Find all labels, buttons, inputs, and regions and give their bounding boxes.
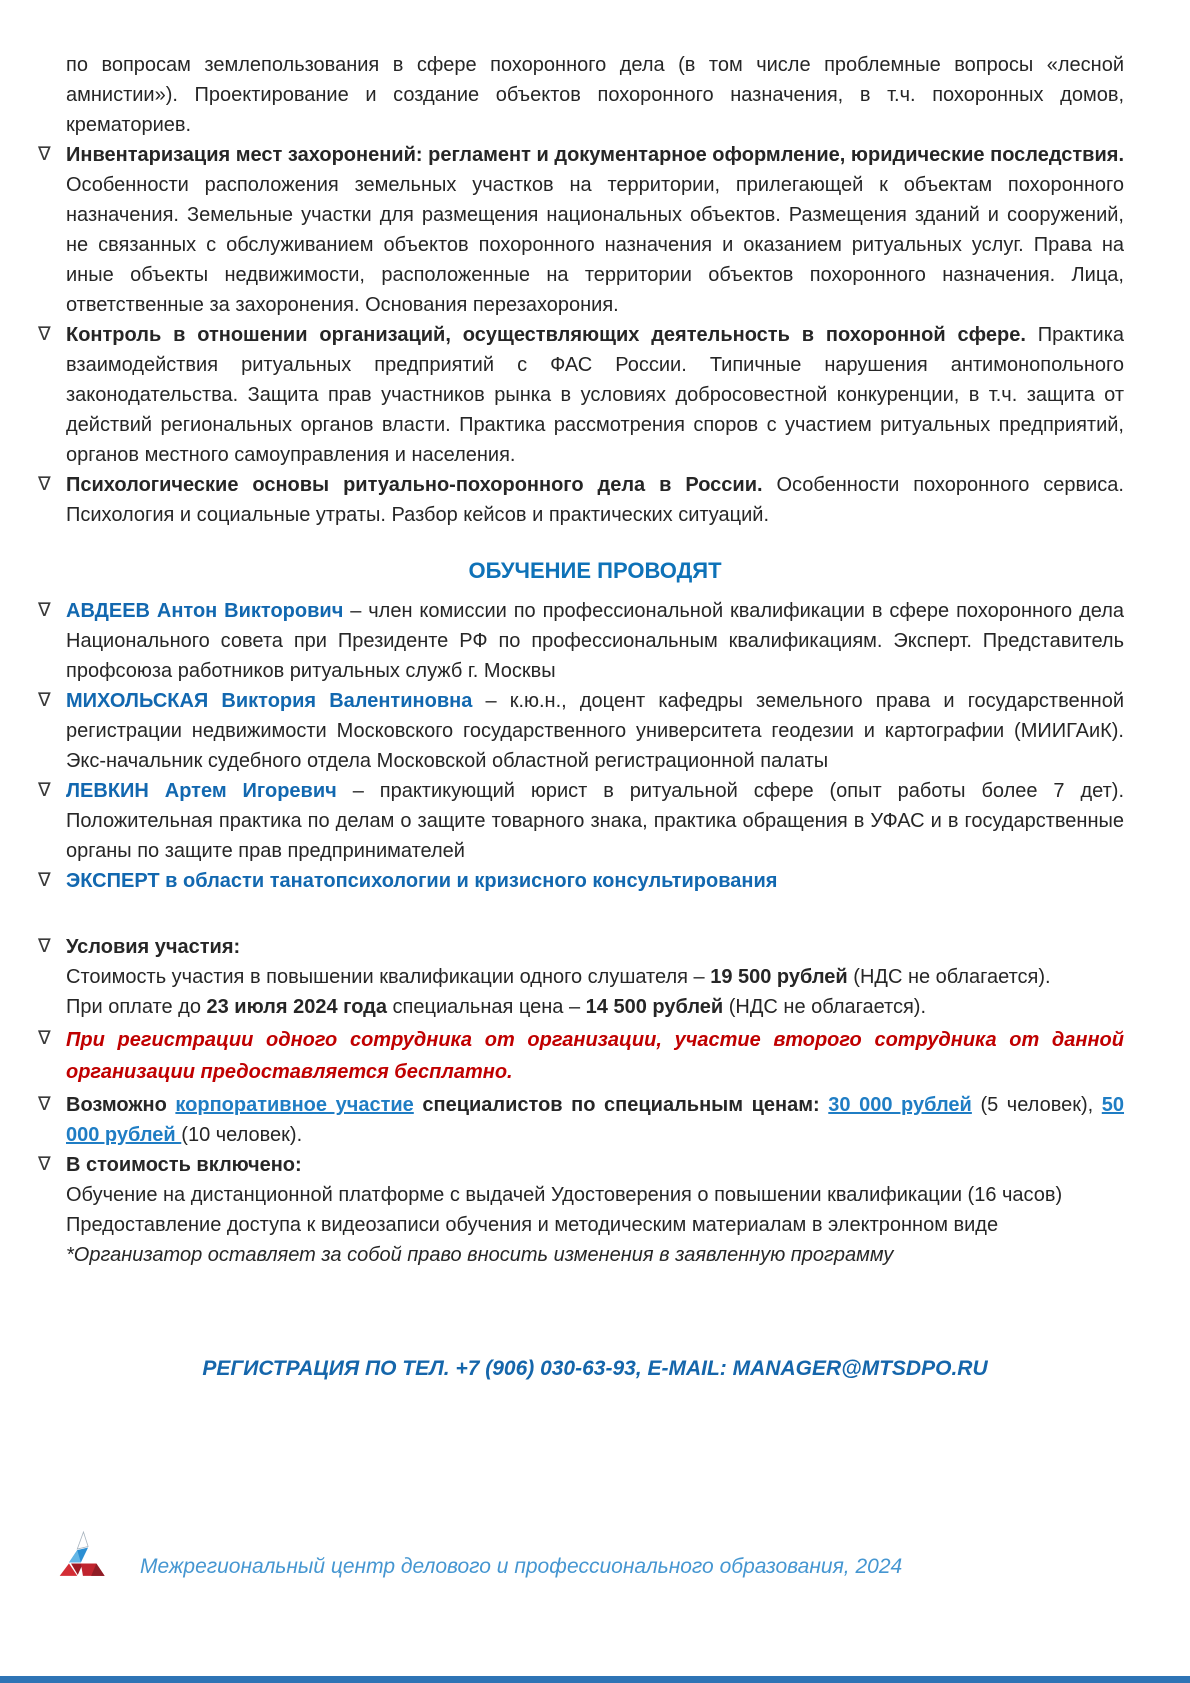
nabla-bullet-icon: ∇ — [38, 1028, 51, 1049]
nabla-bullet-icon: ∇ — [38, 474, 51, 495]
corporate-text: специалистов по специальным ценам: — [413, 1094, 829, 1116]
price-text: специальная цена – — [387, 996, 586, 1018]
conditions-title: Условия участия: — [66, 936, 241, 958]
price-vat-note: (НДС не облагается). — [847, 966, 1051, 988]
corporate-line — [66, 1090, 1124, 1150]
trainer-bio: – практикующий юрист в ритуальной сфере (опыт работы более 7 дет). Положительная практика по делам о защите товарного знака, практика обращения в УФАС и в государственные органы по защите прав предпринимателей — [66, 780, 1124, 862]
organizer-note: *Организатор оставляет за собой право вносить изменения в заявленную программу — [66, 1244, 894, 1266]
price-value: 14 500 рублей — [585, 996, 724, 1018]
promo-section — [38, 1024, 1124, 1088]
nabla-bullet-icon: ∇ — [38, 936, 51, 957]
nabla-bullet-icon: ∇ — [38, 1154, 51, 1175]
trainers-heading: ОБУЧЕНИЕ ПРОВОДЯТ — [468, 558, 722, 583]
conditions-section — [38, 932, 1124, 1022]
trainer-name: ЭКСПЕРТ в области танатопсихологии и кризисного консультирования — [66, 870, 778, 892]
program-item-body: Особенности расположения земельных участков на территории, прилегающей к объектам похоронного назначения. Земельные участки для размещения национальных объектов. Размещения зданий и сооружений, не связанных с обслуживанием объектов похоронного назначения и оказанием ритуальных услуг. Права на иные объекты недвижимости, расположенные на территории объектов похоронного назначения. Лица, ответственные за захоронения. Основания перезахорония. — [66, 174, 1124, 316]
program-item-text-block — [66, 140, 1124, 320]
trainer-bio: – к.ю.н., доцент кафедры земельного права и государственной регистрации недвижимости Московского государственного университета геодезии и картографии (МИИГАиК). Экс-начальник судебного отдела Московской областной регистрационной палаты — [66, 690, 1125, 772]
price-line-standard — [66, 962, 1124, 992]
nabla-bullet-icon: ∇ — [38, 144, 51, 165]
early-date: 23 июля 2024 года — [206, 996, 387, 1018]
price-vat-note: (НДС не облагается). — [723, 996, 927, 1018]
included-title: В стоимость включено: — [66, 1154, 302, 1176]
program-item-title: Контроль в отношении организаций, осуществляющих деятельность в похоронной сфере. — [66, 324, 1026, 346]
included-title-line — [66, 1150, 1124, 1180]
nabla-bullet-icon: ∇ — [38, 324, 51, 345]
promo-red-text: При регистрации одного сотрудника от организации, участие второго сотрудника от данной организации предоставляется бесплатно. — [66, 1029, 1124, 1083]
bottom-accent-bar — [0, 1676, 1190, 1683]
program-item-body: Практика взаимодействия ритуальных предприятий с ФАС России. Типичные нарушения антимонопольного законодательства. Защита прав участников рынка в условиях добросовестной конкуренции, в т.ч. защита от действий региональных органов власти. Практика рассмотрения споров с участием ритуальных предприятий, органов местного самоуправления и населения. — [66, 324, 1125, 466]
mtsdpo-logo — [54, 1522, 116, 1588]
program-item-text-block — [66, 470, 1124, 530]
included-line-platform: Обучение на дистанционной платформе с выдачей Удостоверения о повышении квалификации (16 часов) — [66, 1184, 1063, 1206]
trainer-name: ЛЕВКИН Артем Игоревич — [66, 780, 337, 802]
trainer-text-block — [66, 596, 1124, 686]
price-50000-link[interactable]: 50 000 рублей — [66, 1094, 1125, 1146]
price-30000-link[interactable]: 30 000 рублей — [828, 1094, 972, 1116]
trainer-item-expert — [38, 866, 1124, 896]
trainer-text-block — [66, 686, 1124, 776]
price-line-early — [66, 992, 1124, 1022]
program-item-text-block — [66, 320, 1124, 470]
footer-credit-text: Межрегиональный центр делового и профессионального образования, 2024 — [140, 1555, 903, 1578]
price-value: 19 500 рублей — [710, 966, 848, 988]
price-text: При оплате до — [66, 996, 207, 1018]
corporate-text: Возможно — [66, 1094, 176, 1116]
intro-paragraph: по вопросам землепользования в сфере похоронного дела (в том числе проблемные вопросы «лесной амнистии»). Проектирование и создание объектов похоронного назначения, в т.ч. похоронных домов, крематориев. — [66, 54, 1124, 136]
nabla-bullet-icon: ∇ — [38, 1094, 51, 1115]
nabla-bullet-icon: ∇ — [38, 780, 51, 801]
nabla-bullet-icon: ∇ — [38, 600, 51, 621]
trainer-item-avdeev — [38, 596, 1124, 686]
program-item-title: Психологические основы ритуально-похоронного дела в России. — [66, 474, 763, 496]
program-item-psychology — [38, 470, 1124, 530]
nabla-bullet-icon: ∇ — [38, 690, 51, 711]
program-item-control — [38, 320, 1125, 470]
trainer-text-block — [66, 866, 1124, 896]
program-item-inventory — [38, 140, 1124, 320]
corporate-participation-link[interactable]: корпоративное участие — [175, 1094, 414, 1116]
corporate-text: (5 человек), — [971, 1094, 1102, 1116]
price-text: Стоимость участия в повышении квалификации одного слушателя – — [66, 966, 711, 988]
corporate-section — [38, 1090, 1125, 1150]
included-line-materials: Предоставление доступа к видеозаписи обучения и методическим материалам в электронном виде — [66, 1214, 999, 1236]
program-item-title: Инвентаризация мест захоронений: регламент и документарное оформление, юридические последствия. — [66, 144, 1124, 166]
included-section — [38, 1150, 1124, 1270]
corporate-text: (10 человек). — [181, 1124, 303, 1146]
program-item-body: Особенности похоронного сервиса. Психология и социальные утраты. Разбор кейсов и практических ситуаций. — [66, 474, 1124, 526]
trainer-name: МИХОЛЬСКАЯ Виктория Валентиновна — [66, 690, 473, 712]
trainer-bio: – член комиссии по профессиональной квалификации в сфере похоронного дела Национального совета при Президенте РФ по профессиональным квалификациям. Эксперт. Представитель профсоюза работников ритуальных служб г. Москвы — [66, 600, 1124, 682]
nabla-bullet-icon: ∇ — [38, 870, 51, 891]
trainer-item-mikholskaya — [38, 686, 1125, 776]
trainer-name: АВДЕЕВ Антон Викторович — [66, 600, 344, 622]
trainer-item-levkin — [38, 776, 1124, 866]
trainer-text-block — [66, 776, 1124, 866]
conditions-title-line — [66, 932, 1124, 962]
footer — [66, 1522, 1124, 1588]
registration-line: РЕГИСТРАЦИЯ ПО ТЕЛ. +7 (906) 030-63-93, E-MAIL: MANAGER@MTSDPO.RU — [202, 1357, 988, 1380]
